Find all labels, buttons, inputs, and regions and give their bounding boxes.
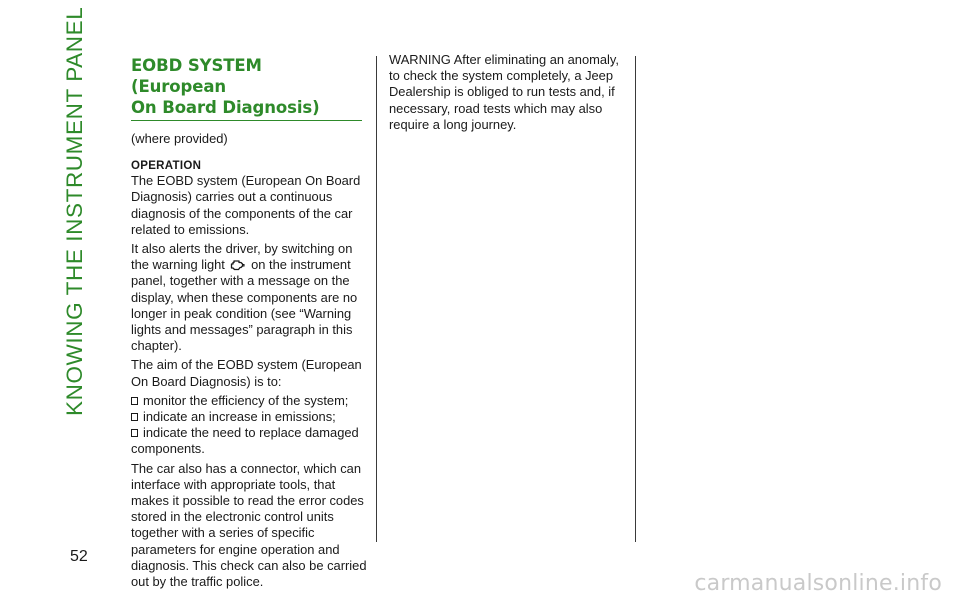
heading-line-1: EOBD SYSTEM (European — [131, 56, 262, 96]
list-item — [131, 425, 371, 441]
section-heading — [131, 55, 362, 121]
checkbox-bullet-icon — [131, 397, 138, 405]
engine-check-icon — [230, 259, 245, 271]
heading-line-2: On Board Diagnosis) — [131, 98, 320, 117]
paragraph-warning-light-text-a: It also alerts the driver, by switching on the warning light — [131, 241, 353, 273]
checkbox-bullet-icon — [131, 413, 138, 421]
watermark-text: carmanualsonline.info — [694, 571, 942, 596]
paragraph-intro: The EOBD system (European On Board Diagnosis) carries out a continuous diagnosis of the components of the car related to emissions. — [131, 173, 361, 237]
warning-note: WARNING After eliminating an anomaly, to check the system completely, a Jeep Dealership is obliged to run tests and, if necessary, road tests which may also require a long journey. — [389, 52, 619, 132]
list-item — [131, 409, 371, 425]
column-divider-left — [376, 56, 377, 542]
page-number: 52 — [70, 548, 88, 565]
paragraph-connector: The car also has a connector, which can interface with appropriate tools, that makes it possible to read the error codes stored in the electronic control units together with a series of specific parameters for engine operation and diagnosis. This check can also be carried out by the traffic police. — [131, 460, 367, 590]
list-item-text: indicate an increase in emissions; — [143, 409, 336, 425]
list-item-text: monitor the efficiency of the system; — [143, 392, 349, 408]
checkbox-bullet-icon — [131, 429, 138, 437]
column-divider-right — [635, 56, 636, 542]
list-item-continuation: components. — [131, 441, 205, 457]
section-side-title: KNOWING THE INSTRUMENT PANEL — [62, 6, 87, 416]
paragraph-warning-light — [131, 241, 371, 354]
operation-subheading: OPERATION — [131, 160, 202, 173]
where-provided-note: (where provided) — [131, 131, 228, 146]
list-item — [131, 393, 371, 409]
right-column — [389, 52, 629, 136]
paragraph-warning-light-text-b: on the instrument panel, together with a message on the display, when these components are no longer in peak condition (see “Warning lights and messages” paragraph in this chapter). — [131, 257, 358, 354]
left-column — [131, 52, 371, 593]
list-item-text: indicate the need to replace damaged — [143, 425, 359, 441]
paragraph-aim: The aim of the EOBD system (European On Board Diagnosis) is to: — [131, 357, 362, 389]
